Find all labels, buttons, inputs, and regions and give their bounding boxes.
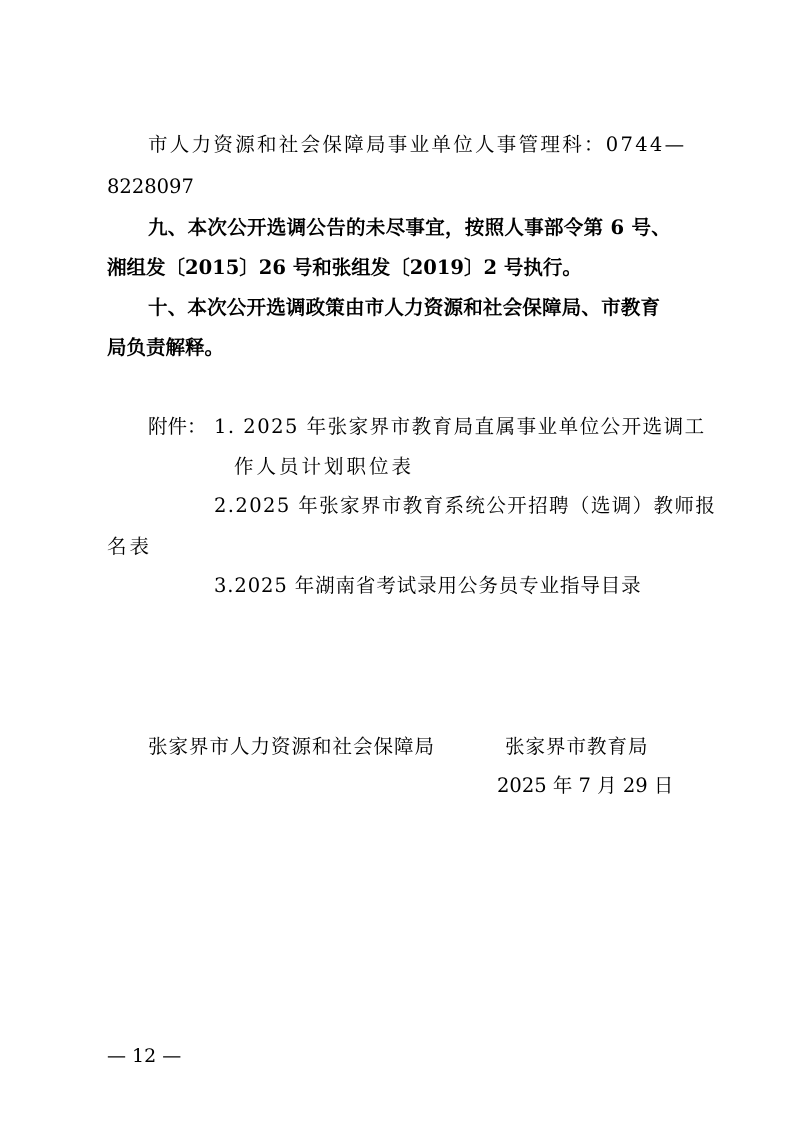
attachment-1-line-2: 作人员计划职位表 xyxy=(234,455,415,478)
attachment-2-line-1: 2.2025 年张家界市教育系统公开招聘（选调）教师报 xyxy=(214,494,717,517)
attachment-2-line-2: 名表 xyxy=(107,535,153,558)
item-9-line-1: 九、本次公开选调公告的未尽事宜，按照人事部令第 6 号、 xyxy=(148,216,672,239)
issue-date: 2025 年 7 月 29 日 xyxy=(497,774,674,797)
contact-line-1: 市人力资源和社会保障局事业单位人事管理科：0744— xyxy=(148,133,687,156)
page-number: — 12 — xyxy=(107,1045,182,1067)
issuer-education-bureau: 张家界市教育局 xyxy=(505,735,649,758)
attachment-3: 3.2025 年湖南省考试录用公务员专业指导目录 xyxy=(214,574,642,597)
item-10-line-1: 十、本次公开选调政策由市人力资源和社会保障局、市教育 xyxy=(148,296,661,319)
contact-line-2: 8228097 xyxy=(107,175,194,198)
attachment-label: 附件： xyxy=(148,415,207,438)
item-9-line-2: 湘组发〔2015〕26 号和张组发〔2019〕2 号执行。 xyxy=(107,256,582,279)
item-10-line-2: 局负责解释。 xyxy=(107,336,225,359)
issuer-hrss: 张家界市人力资源和社会保障局 xyxy=(148,735,436,758)
attachment-1-line-1: 1. 2025 年张家界市教育局直属事业单位公开选调工 xyxy=(214,415,706,438)
